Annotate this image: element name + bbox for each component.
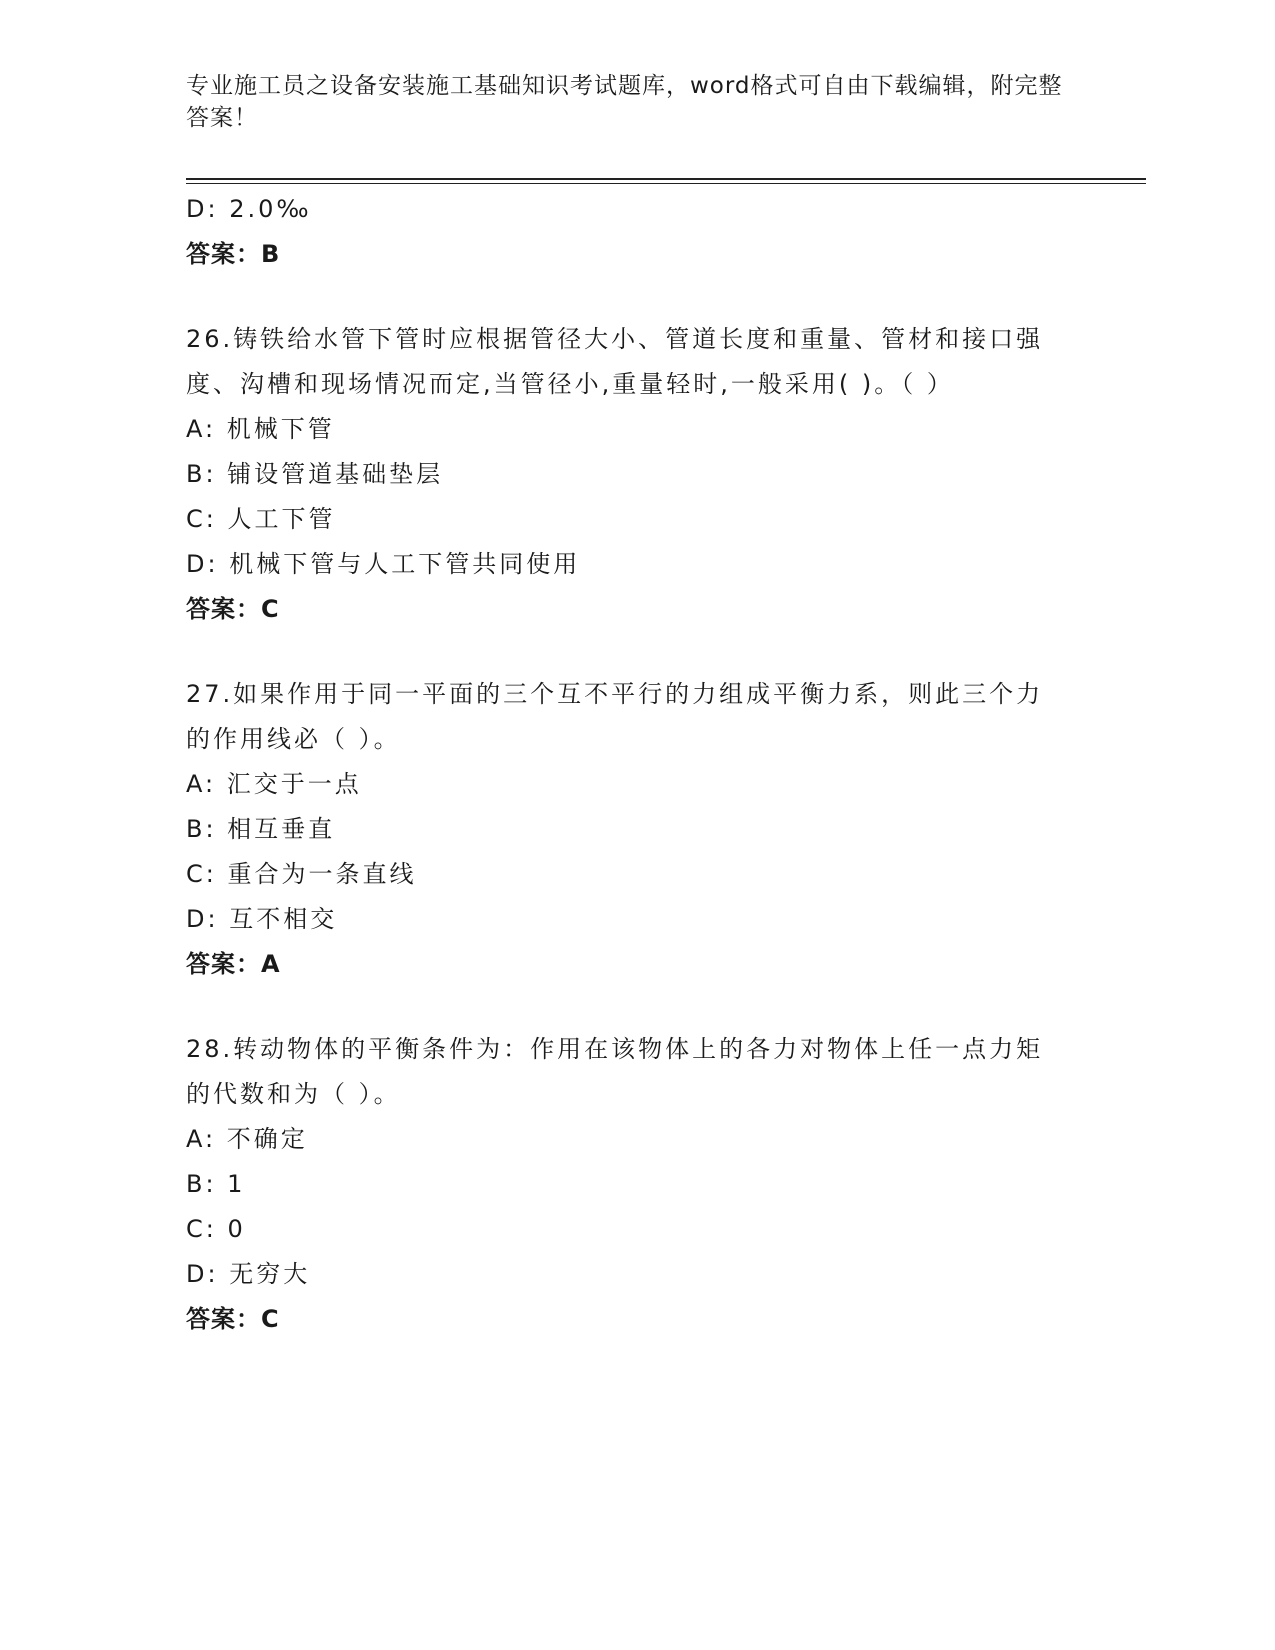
- question-27: [186, 672, 1066, 987]
- option-c: C: 0: [186, 1215, 246, 1243]
- option-a: A: 机械下管: [186, 415, 335, 443]
- option-d: D: 无穷大: [186, 1260, 311, 1288]
- question-stem: 27.如果作用于同一平面的三个互不平行的力组成平衡力系，则此三个力的作用线必（ ）。: [186, 680, 1044, 753]
- question-28: [186, 1027, 1066, 1342]
- option-a: A: 汇交于一点: [186, 770, 362, 798]
- option-d: D: 互不相交: [186, 905, 338, 933]
- document-header: 专业施工员之设备安装施工基础知识考试题库，word格式可自由下载编辑，附完整答案！: [186, 73, 1063, 131]
- option-a: A: 不确定: [186, 1125, 308, 1153]
- header-rule-thick: [186, 178, 1146, 180]
- option-b: B: 1: [186, 1170, 246, 1198]
- header-rule-thin: [186, 183, 1146, 184]
- option-c: C: 人工下管: [186, 505, 336, 533]
- document-body: [186, 187, 1066, 1342]
- question-stem: 26.铸铁给水管下管时应根据管径大小、管道长度和重量、管材和接口强度、沟槽和现场情况而定,当管径小,重量轻时,一般采用( )。（ ）: [186, 325, 1044, 398]
- carryover-block: [186, 187, 1066, 277]
- option-d: D: 机械下管与人工下管共同使用: [186, 550, 581, 578]
- option-c: C: 重合为一条直线: [186, 860, 417, 888]
- question-stem: 28.转动物体的平衡条件为：作用在该物体上的各力对物体上任一点力矩的代数和为（ ）。: [186, 1035, 1044, 1108]
- option-b: B: 铺设管道基础垫层: [186, 460, 444, 488]
- answer-line: 答案：C: [186, 1305, 280, 1333]
- question-26: [186, 317, 1066, 632]
- answer-line: 答案：B: [186, 240, 281, 268]
- answer-line: 答案：C: [186, 595, 280, 623]
- answer-line: 答案：A: [186, 950, 281, 978]
- option-b: B: 相互垂直: [186, 815, 336, 843]
- option-d: D: 2.0‰: [186, 195, 312, 223]
